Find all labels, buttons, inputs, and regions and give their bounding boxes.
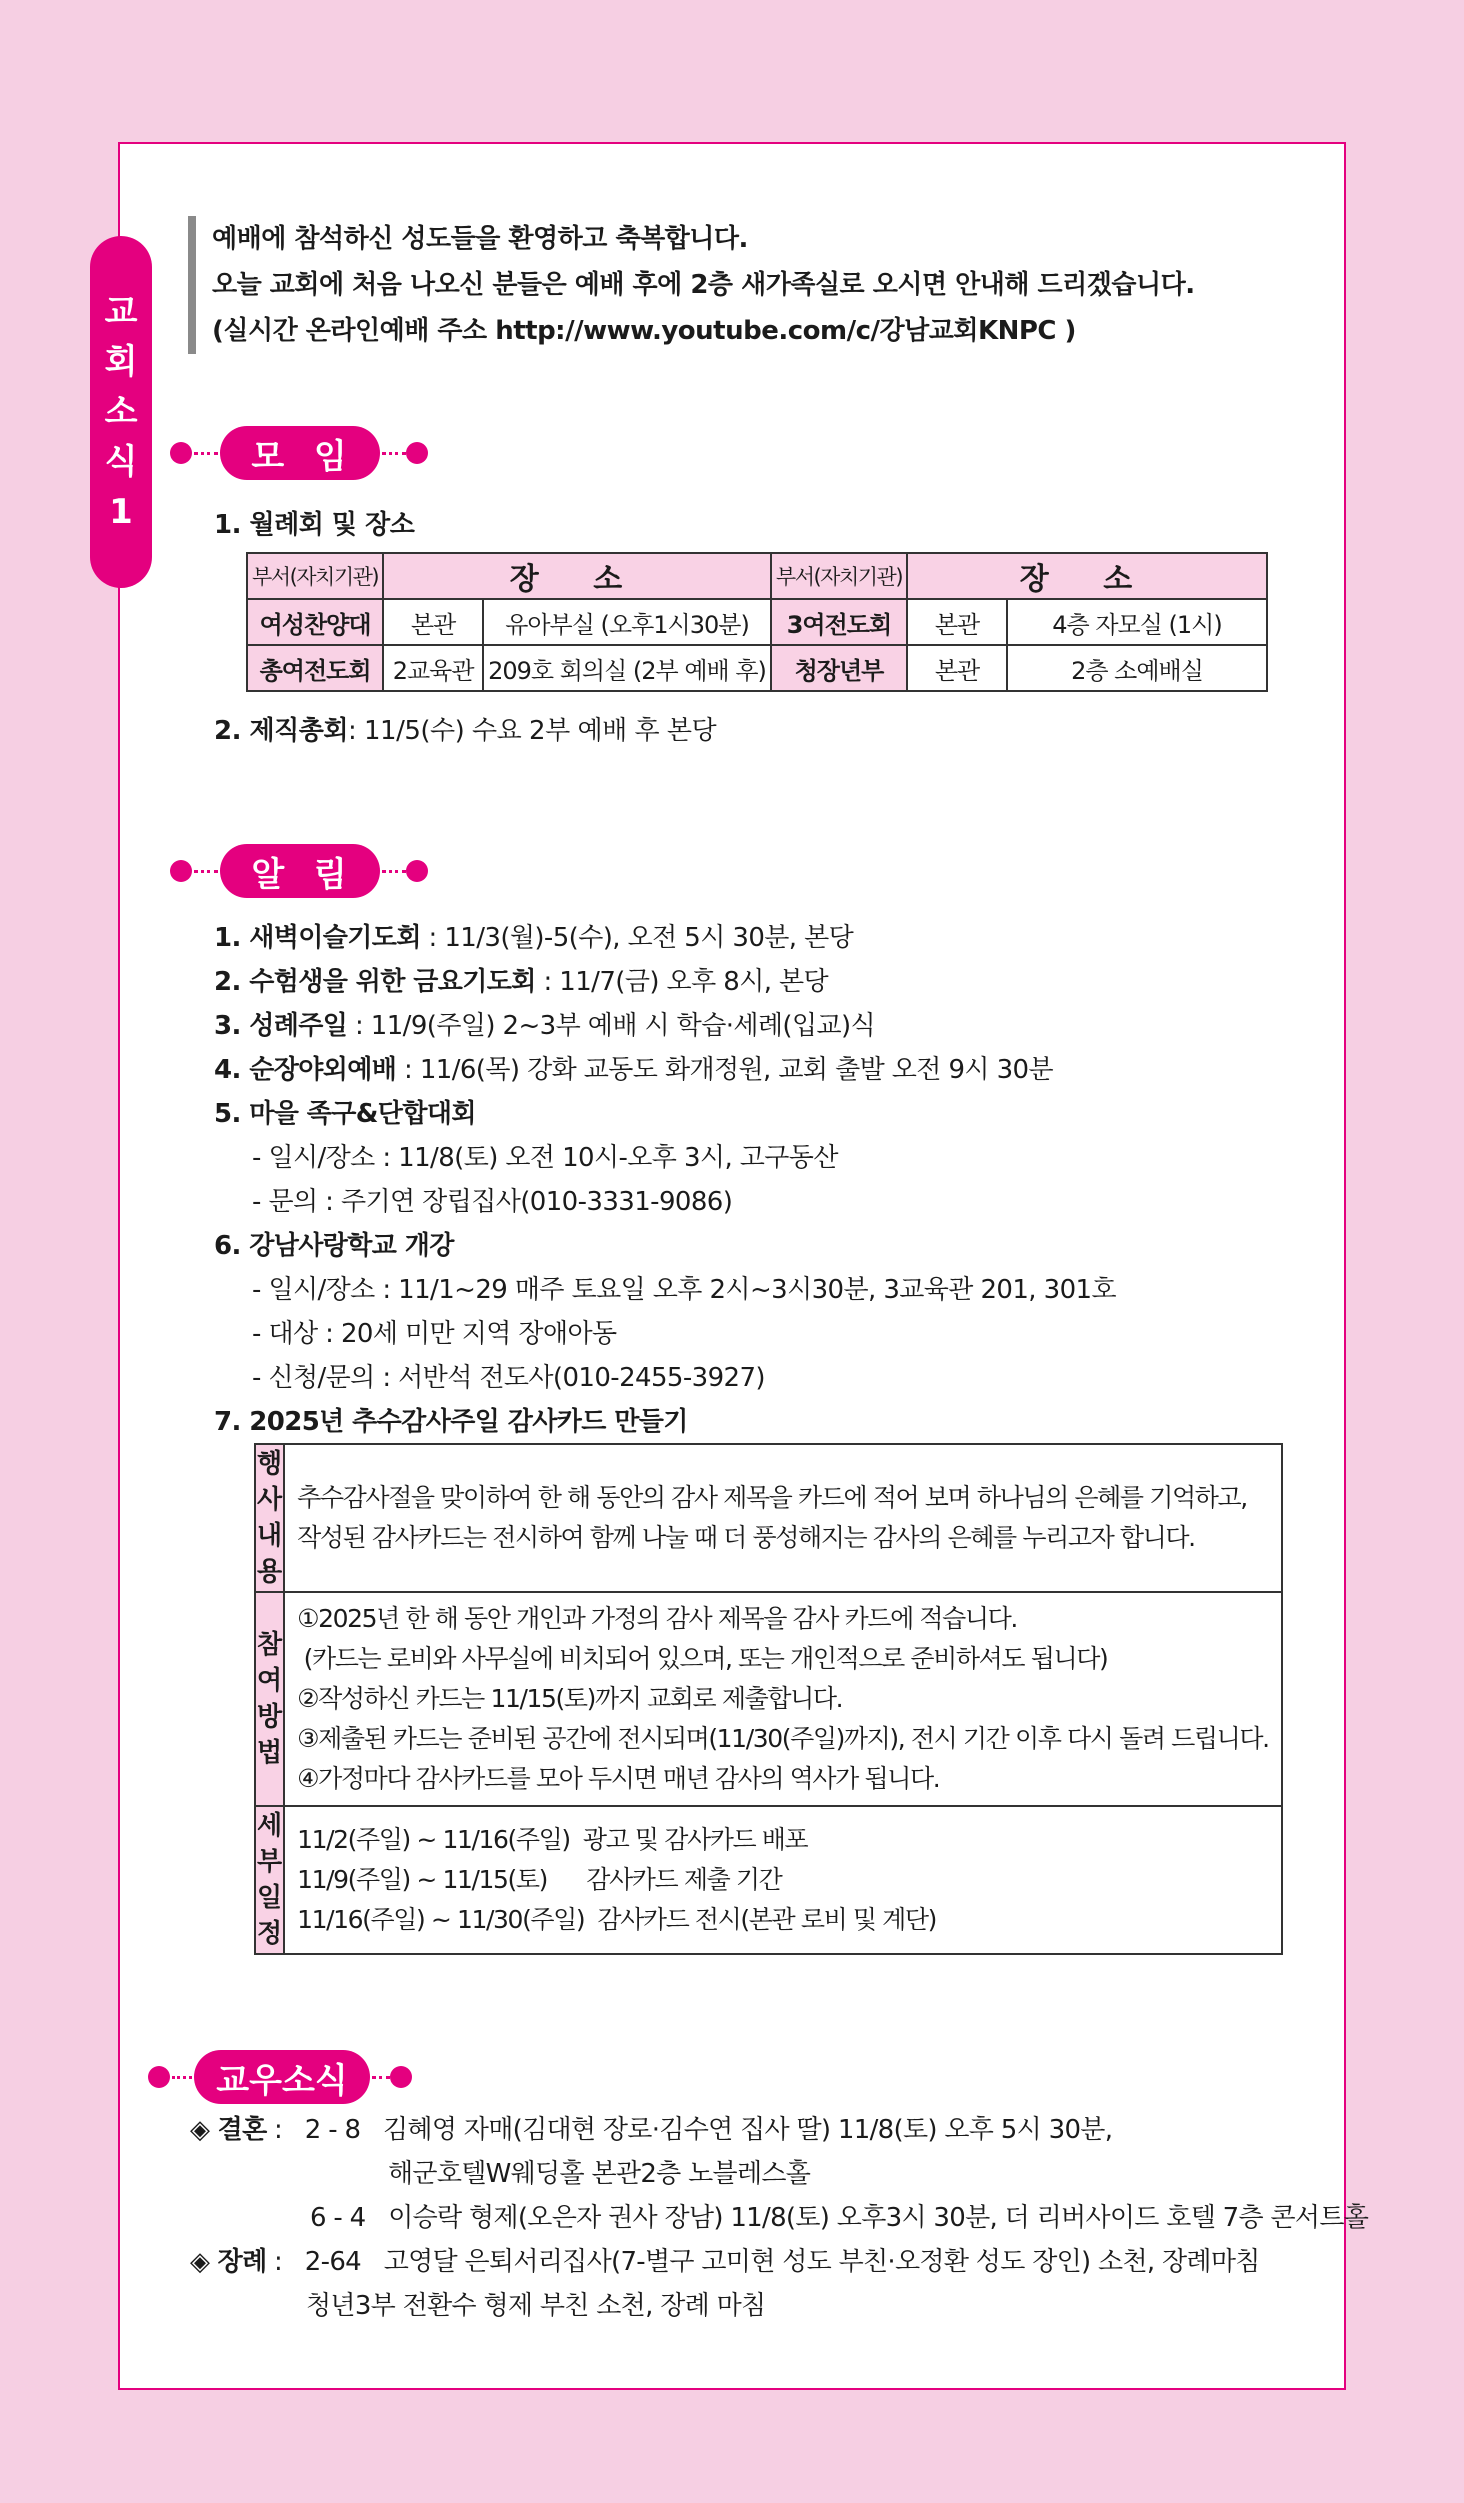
bullet-dot-icon [406,442,428,464]
list-sub-item: - 대상 : 20세 미만 지역 장애아동 [252,1319,617,1349]
content-line: (카드는 로비와 사무실에 비치되어 있으며, 또는 개인적으로 준비하셔도 됩니다) [297,1644,1108,1673]
section-title: 교우소식 [194,2050,370,2104]
meeting-item-1 [214,504,414,541]
bullet-dot-icon [148,2066,170,2088]
content-line: 11/9(주일) ~ 11/15(토) 감사카드 제출 기간 [297,1865,782,1894]
section-header-meeting [170,426,430,482]
content-line: 11/16(주일) ~ 11/30(주일) 감사카드 전시(본관 로비 및 계단) [297,1905,937,1934]
list-sub-item: - 문의 : 주기연 장립집사(010-3331-9086) [252,1187,733,1217]
notice-text: : 11/6(목) 강화 교동도 화개정원, 교회 출발 오전 9시 30분 [396,1055,1053,1085]
list-sub-item: - 일시/장소 : 11/8(토) 오전 10시-오후 3시, 고구동산 [252,1143,838,1173]
notice-label: 1. 새벽이슬기도회 [214,923,421,953]
notice-label: 5. 마을 족구&단합대회 [214,1099,476,1129]
list-sub-item: - 일시/장소 : 11/1~29 매주 토요일 오후 2시~3시30분, 3교육관 201, 301호 [252,1275,1116,1305]
notice-list [214,916,1116,1444]
dotted-line [382,452,406,455]
row-label-line: 행사 [257,1449,283,1515]
row-label-line: 참여 [257,1630,283,1696]
notice-label: 2. 수험생을 위한 금요기도회 [214,967,536,997]
meeting-item-2 [214,710,716,747]
news-text: : 2-64 고영달 은퇴서리집사(7-별구 고미현 성도 부친·오정환 성도 장인) 소천, 장례마침 [266,2247,1260,2277]
header-place: 장 소 [383,553,771,599]
list-item [214,1092,1116,1136]
dotted-line [194,452,218,455]
list-item [214,1004,1116,1048]
section-title: 알 림 [220,844,380,898]
content-line: ③제출된 카드는 준비된 공간에 전시되며(11/30(주일)까지), 전시 기간 이후 다시 돌려 드립니다. [297,1724,1269,1753]
notice-label: 7. 2025년 추수감사주일 감사카드 만들기 [214,1407,688,1437]
row-label-line: 내용 [257,1521,283,1587]
building-cell: 본관 [907,599,1007,645]
welcome-line: 예배에 참석하신 성도들을 환영하고 축복합니다. [212,224,748,254]
meeting-item-label: 2. 제직총회 [214,716,348,746]
place-cell: 4층 자모실 (1시) [1007,599,1267,645]
dept-cell: 청장년부 [771,645,907,691]
member-news [190,2108,1368,2328]
list-item [214,1400,1116,1444]
bullet-dot-icon [406,860,428,882]
list-item [214,1224,1116,1268]
side-tab-char: 식 [104,442,138,482]
dotted-line [194,870,218,873]
place-cell: 유아부실 (오후1시30분) [483,599,771,645]
header-dept: 부서(자치기관) [771,553,907,599]
content-line: ②작성하신 카드는 11/15(토)까지 교회로 제출합니다. [297,1684,843,1713]
side-tab-char: 회 [104,342,138,382]
news-line: 6 - 4 이승락 형제(오은자 권사 장남) 11/8(토) 오후3시 30분, 더 리버사이드 호텔 7층 콘서트홀 [310,2203,1369,2233]
dotted-line [172,2076,192,2079]
row-label [255,1444,284,1592]
content-line: 11/2(주일) ~ 11/16(주일) 광고 및 감사카드 배포 [297,1825,808,1854]
building-cell: 본관 [907,645,1007,691]
section-header-news [148,2050,408,2106]
section-title: 모 임 [220,426,380,480]
notice-text: : 11/9(주일) 2~3부 예배 시 학습·세례(입교)식 [347,1011,876,1041]
side-tab-char: 1 [109,492,133,532]
row-label [255,1806,284,1954]
dept-cell: 총여전도회 [247,645,383,691]
row-label-line: 일정 [257,1883,283,1949]
meeting-item-text: : 11/5(수) 수요 2부 예배 후 본당 [347,716,717,746]
news-text: : 2 - 8 김혜영 자매(김대현 장로·김수연 집사 딸) 11/8(토) 오후 5시 30분, [266,2115,1113,2145]
table-row [255,1806,1282,1954]
row-label [255,1592,284,1806]
header-dept: 부서(자치기관) [247,553,383,599]
side-tab-church-news [90,236,152,588]
row-content [284,1592,1282,1806]
list-item [214,916,1116,960]
meeting-table [246,552,1268,692]
news-label: ◈ 장례 [190,2247,267,2277]
notice-text: : 11/7(금) 오후 8시, 본당 [535,967,829,997]
place-cell: 209호 회의실 (2부 예배 후) [483,645,771,691]
row-content [284,1444,1282,1592]
side-tab-char: 교 [104,292,138,332]
list-sub-item: - 신청/문의 : 서반석 전도사(010-2455-3927) [252,1363,765,1393]
section-header-notice [170,844,430,900]
dotted-line [382,870,406,873]
row-content [284,1806,1282,1954]
row-label-line: 방법 [257,1702,283,1768]
content-line: ①2025년 한 해 동안 개인과 가정의 감사 제목을 감사 카드에 적습니다. [297,1604,1017,1633]
place-cell: 2층 소예배실 [1007,645,1267,691]
building-cell: 2교육관 [383,645,483,691]
content-line: ④가정마다 감사카드를 모아 두시면 매년 감사의 역사가 됩니다. [297,1764,940,1793]
notice-label: 4. 순장야외예배 [214,1055,397,1085]
table-row [255,1444,1282,1592]
news-label: ◈ 결혼 [190,2115,267,2145]
table-row [255,1592,1282,1806]
welcome-message [188,216,1195,354]
dept-cell: 여성찬양대 [247,599,383,645]
content-line: 추수감사절을 맞이하여 한 해 동안의 감사 제목을 카드에 적어 보며 하나님의 은혜를 기억하고, [297,1483,1247,1512]
table-row [247,645,1267,691]
welcome-line: 오늘 교회에 처음 나오신 분들은 예배 후에 2층 새가족실로 오시면 안내해 드리겠습니다. [212,270,1195,300]
building-cell: 본관 [383,599,483,645]
meeting-item-label: 1. 월례회 및 장소 [214,510,415,540]
thanks-card-table [254,1443,1283,1955]
dotted-line [372,2076,390,2079]
bullet-dot-icon [170,860,192,882]
notice-text: : 11/3(월)-5(수), 오전 5시 30분, 본당 [420,923,854,953]
news-line [190,2240,1368,2284]
side-tab-char: 소 [104,392,138,432]
news-line: 청년3부 전환수 형제 부친 소천, 장례 마침 [306,2291,766,2321]
bullet-dot-icon [170,442,192,464]
bullet-dot-icon [390,2066,412,2088]
header-place: 장 소 [907,553,1267,599]
news-line [190,2108,1368,2152]
welcome-line: (실시간 온라인예배 주소 http://www.youtube.com/c/강남교회KNPC ) [212,316,1076,346]
list-item [214,1048,1116,1092]
content-line: 작성된 감사카드는 전시하여 함께 나눌 때 더 풍성해지는 감사의 은혜를 누리고자 합니다. [297,1523,1195,1552]
notice-label: 3. 성례주일 [214,1011,348,1041]
notice-label: 6. 강남사랑학교 개강 [214,1231,454,1261]
news-line: 해군호텔W웨딩홀 본관2층 노블레스홀 [388,2159,811,2189]
table-header-row [247,553,1267,599]
dept-cell: 3여전도회 [771,599,907,645]
table-row [247,599,1267,645]
row-label-line: 세부 [257,1811,283,1877]
list-item [214,960,1116,1004]
